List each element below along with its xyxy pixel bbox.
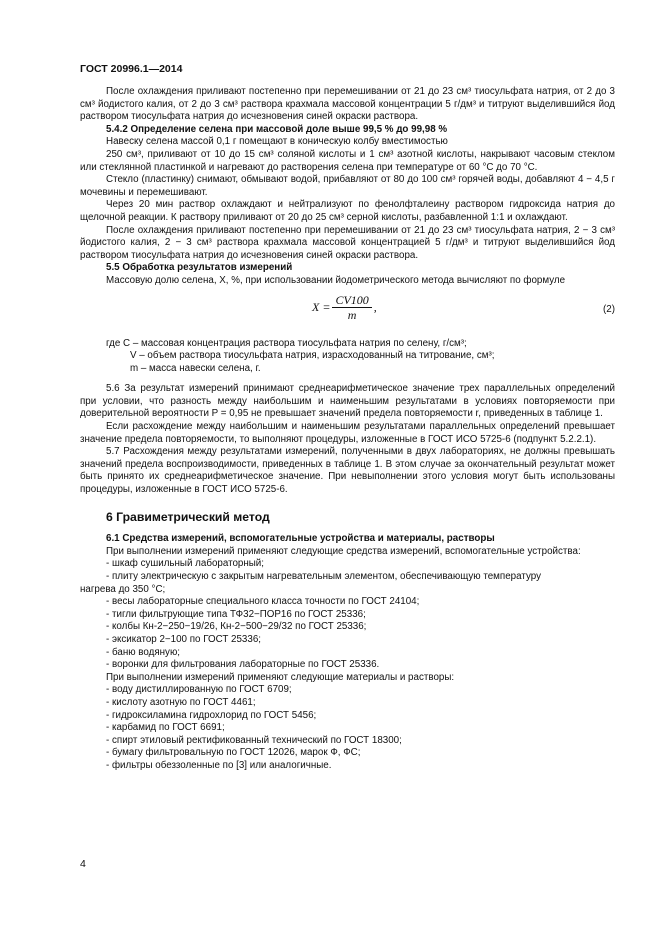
- formula: [312, 294, 377, 322]
- paragraph: При выполнении измерений применяют следующие средства измерений, вспомогательные устройства:: [106, 545, 581, 557]
- equation-number: (2): [603, 303, 615, 315]
- list-item: - тигли фильтрующие типа ТФ32−ПОР16 по ГОСТ 25336;: [106, 608, 366, 620]
- instruments-list: [80, 558, 615, 671]
- materials-intro: При выполнении измерений применяют следующие материалы и растворы:: [106, 671, 455, 683]
- formula-legend-m: m – масса навески селена, г.: [130, 362, 261, 374]
- formula-fraction: [332, 294, 371, 322]
- formula-tail: ,: [373, 300, 377, 315]
- formula-legend-v: V – объем раствора тиосульфата натрия, израсходованный на титрование, см³;: [130, 350, 495, 362]
- section-heading-6-1: 6.1 Средства измерений, вспомогательные устройства и материалы, растворы: [106, 533, 495, 545]
- list-item: - кислоту азотную по ГОСТ 4461;: [106, 696, 256, 708]
- paragraph: После охлаждения приливают постепенно при перемешивании от 21 до 23 см³ тиосульфата натрия, 2 − 3 см³ йодистого калия, 2 − 3 см³ раствора крахмала массовой концентрацией 5 г/дм³ и титруют выделившийся йод раствором тиосульфата натрия до исчезновения синей окраски раствора.: [80, 224, 615, 261]
- formula-numerator: CV100: [332, 294, 371, 309]
- paragraph: Если расхождение между наибольшим и наименьшим результатами параллельных определений превышает значение предела повторяемости, то выполняют процедуры, изложенные в ГОСТ ИСО 5725-6 (подпункт 5.2.2.1).: [80, 421, 615, 445]
- formula-legend-c: где C – массовая концентрация раствора тиосульфата натрия по селену, г/см³;: [106, 337, 467, 349]
- section-heading-5-4-2: 5.4.2 Определение селена при массовой доле выше 99,5 % до 99,98 %: [106, 123, 448, 135]
- section-heading-5-5: 5.5 Обработка результатов измерений: [106, 262, 293, 274]
- formula-denominator: m: [347, 308, 357, 323]
- paragraph: 250 см³, приливают от 10 до 15 см³ соляной кислоты и 1 см³ азотной кислоты, накрывают часовым стеклом или стеклянной пластинкой и нагревают до растворения селена при температуре от 60 °С до 70 °С.: [80, 148, 615, 173]
- paragraph-5-7: 5.7 Расхождения между результатами измерений, полученными в двух лабораториях, не должны превышать значений предела воспроизводимости, приведенных в таблице 1. В этом случае за окончательный результат может быть принято их среднеарифметическое значение. При невыполнении этого условия могут быть использованы процедуры, изложенные в ГОСТ ИСО 5725-6.: [80, 446, 615, 496]
- list-item: - фильтры обеззоленные по [3] или аналогичные.: [106, 759, 332, 771]
- list-item: - плиту электрическую с закрытым нагревательным элементом, обеспечивающую температуру: [106, 571, 541, 582]
- document-body: [80, 86, 615, 773]
- paragraph: Стекло (пластинку) снимают, обмывают водой, прибавляют от 80 до 100 см³ горячей воды, добавляют 4 − 4,5 г мочевины и перемешивают.: [80, 174, 615, 198]
- list-item: - баню водяную;: [106, 646, 181, 658]
- section-heading-6: 6 Гравиметрический метод: [106, 509, 270, 524]
- list-item: нагрева до 350 °С;: [80, 583, 166, 595]
- document-header: ГОСТ 20996.1—2014: [80, 63, 183, 75]
- list-item: - бумагу фильтровальную по ГОСТ 12026, марок Ф, ФС;: [106, 747, 361, 759]
- paragraph-5-6: 5.6 За результат измерений принимают среднеарифметическое значение трех параллельных определений при условии, что разность между наибольшим и наименьшим результатами в условиях повторяемости при доверительной вероятности P = 0,95 не превышает значений предела повторяемости r, приведенных в таблице 1.: [80, 383, 615, 420]
- page-number: 4: [80, 858, 86, 870]
- list-item: - воду дистиллированную по ГОСТ 6709;: [106, 684, 292, 696]
- list-item: - колбы Кн-2−250−19/26, Кн-2−500−29/32 по ГОСТ 25336;: [106, 621, 367, 633]
- list-item: - весы лабораторные специального класса точности по ГОСТ 24104;: [106, 596, 420, 608]
- list-item: - спирт этиловый ректификованный технический по ГОСТ 18300;: [106, 734, 402, 746]
- materials-list: [80, 684, 615, 772]
- list-item: - шкаф сушильный лабораторный;: [106, 558, 264, 570]
- paragraph: Через 20 мин раствор охлаждают и нейтрализуют по фенолфталеину раствором гидроксида натрия до щелочной реакции. К раствору приливают от 20 до 25 см³ серной кислоты, разбавленной 1:1 и охлаждают.: [80, 199, 615, 223]
- paragraph: Навеску селена массой 0,1 г помещают в коническую колбу вместимостью: [106, 136, 448, 148]
- paragraph: После охлаждения приливают постепенно при перемешивании от 21 до 23 см³ тиосульфата натрия, от 2 до 3 см³ йодистого калия, от 2 до 3 см³ раствора крахмала массовой концентрации 5 г/дм³ и титруют выделившийся йод раствором тиосульфата натрия до исчезновения синей окраски раствора.: [80, 86, 615, 123]
- list-item: - воронки для фильтрования лабораторные по ГОСТ 25336.: [106, 659, 380, 671]
- list-item: - гидроксиламина гидрохлорид по ГОСТ 5456;: [106, 709, 317, 721]
- formula-lhs: X =: [312, 300, 331, 315]
- paragraph: Массовую долю селена, X, %, при использовании йодометрического метода вычисляют по формуле: [106, 274, 566, 286]
- formula-block: [80, 292, 615, 336]
- list-item: - карбамид по ГОСТ 6691;: [106, 722, 225, 734]
- list-item: - эксикатор 2−100 по ГОСТ 25336;: [106, 633, 261, 645]
